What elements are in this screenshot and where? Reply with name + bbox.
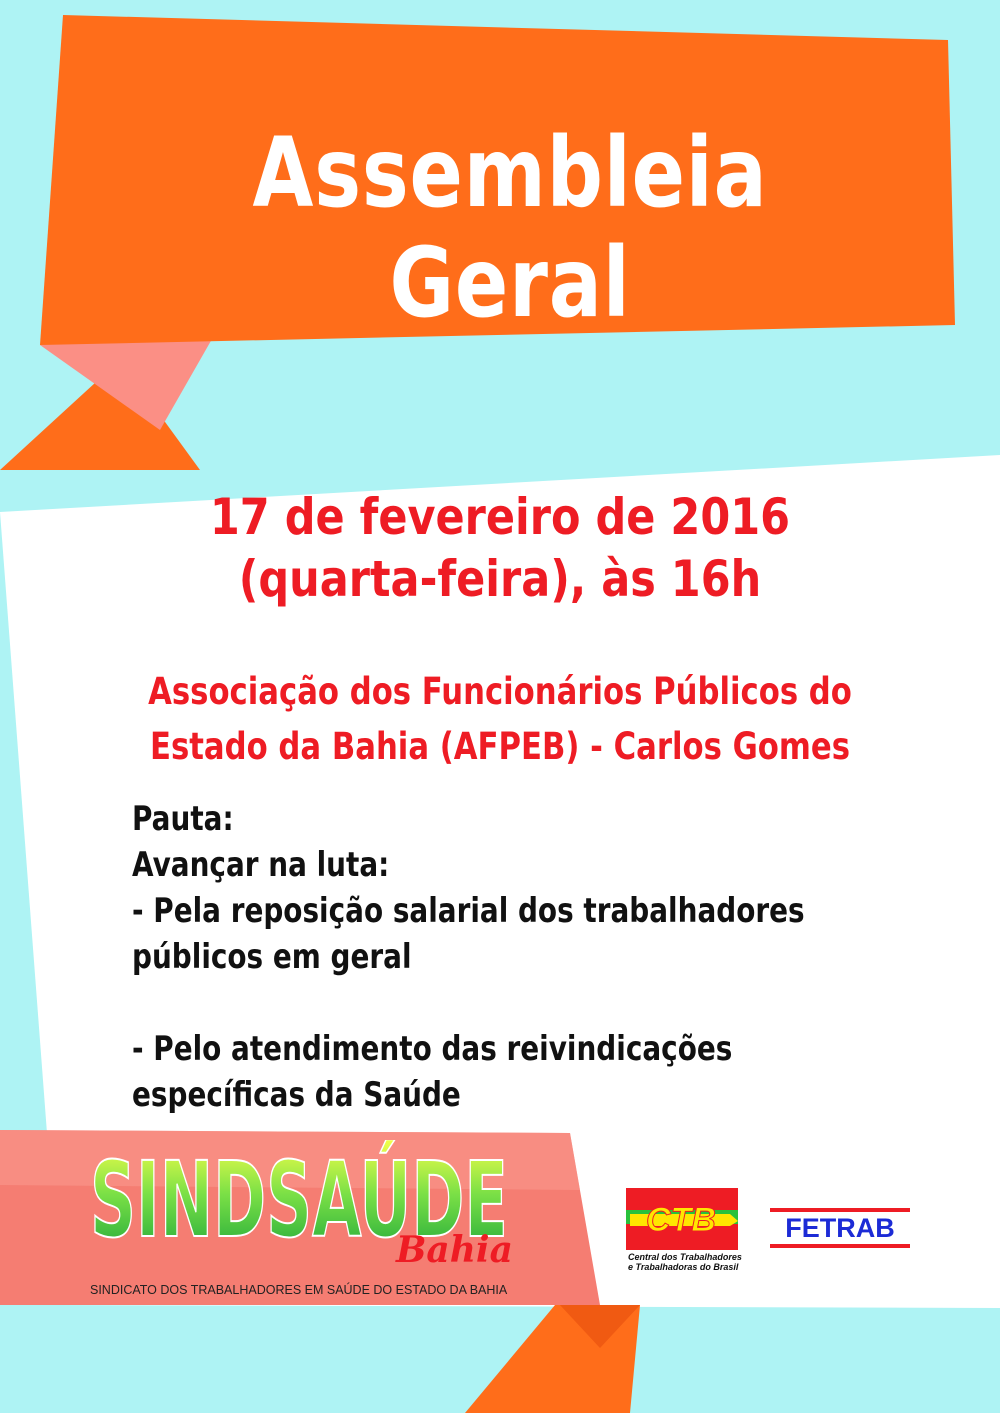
event-time: (quarta-feira), às 16h [238, 550, 762, 608]
agenda-item-1-line-1: - Pela reposição salarial dos trabalhadores [132, 891, 805, 931]
poster-title: Assembleia Geral [252, 117, 768, 339]
ctb-caption [628, 1252, 768, 1272]
agenda-heading: Pauta: [132, 799, 234, 839]
event-venue [135, 664, 865, 774]
ctb-logo [626, 1186, 756, 1256]
ctb-caption-line-2: e Trabalhadoras do Brasil [628, 1262, 739, 1272]
venue-line-2: Estado da Bahia (AFPEB) - Carlos Gomes [149, 725, 851, 768]
sindsaude-region: Bahia [396, 1229, 513, 1270]
agenda-intro: Avançar na luta: [132, 845, 390, 885]
venue-line-1: Associação dos Funcionários Públicos do [148, 670, 852, 713]
sindsaude-logo [88, 1140, 528, 1270]
sindsaude-subtitle: SINDICATO DOS TRABALHADORES EM SAÚDE DO ESTADO DA BAHIA [90, 1283, 508, 1297]
agenda-spacer [132, 980, 813, 1026]
event-date: 17 de fevereiro de 2016 [209, 488, 791, 546]
agenda-item-2-line-1: - Pelo atendimento das reivindicações [132, 1029, 733, 1069]
ctb-caption-line-1: Central dos Trabalhadores [628, 1252, 742, 1262]
sindsaude-wordmark: SINDSAÚDE [90, 1140, 508, 1261]
fetrab-wordmark: FETRAB [785, 1213, 895, 1243]
agenda-item-1-line-2: públicos em geral [132, 937, 412, 977]
ctb-wordmark: CTB [646, 1201, 716, 1239]
agenda-item-2-line-2: específicas da Saúde [132, 1075, 461, 1115]
agenda [132, 796, 813, 1118]
event-datetime [147, 486, 852, 610]
